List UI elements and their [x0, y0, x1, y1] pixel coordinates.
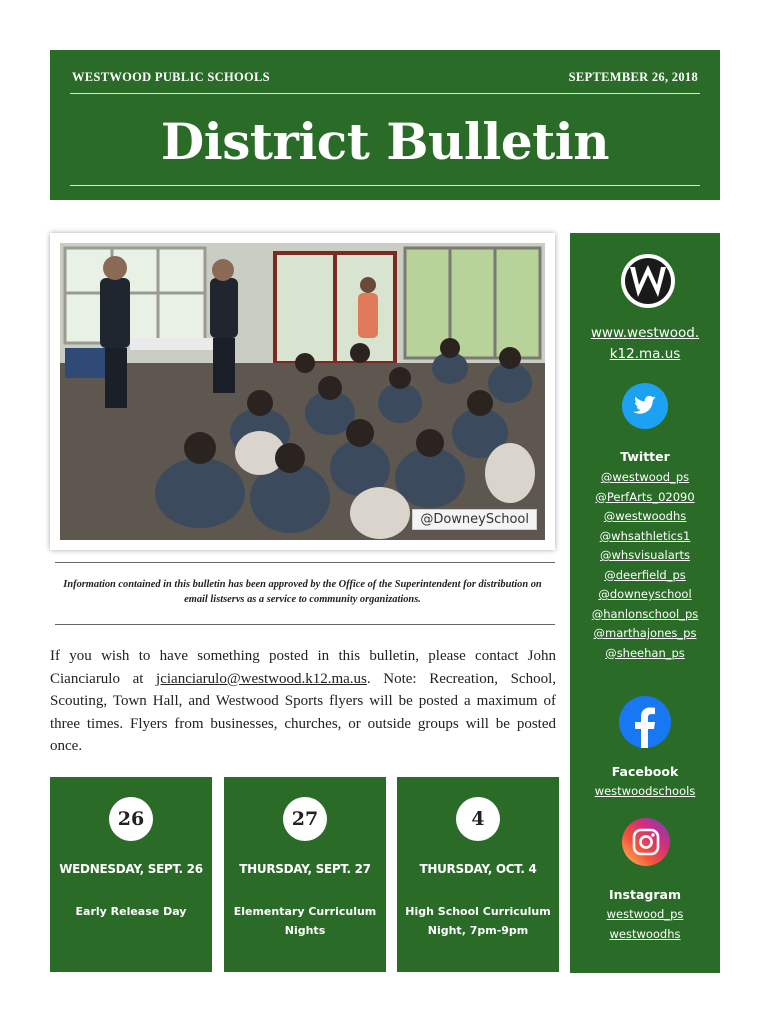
- event-description-line: Nights: [284, 924, 326, 937]
- facebook-icon[interactable]: [619, 696, 671, 748]
- masthead-rule-top: [70, 93, 700, 94]
- divider-bottom: [55, 624, 555, 625]
- event-day-badge: 26: [109, 797, 153, 841]
- bulletin-date: SEPTEMBER 26, 2018: [568, 70, 698, 84]
- event-description: [405, 902, 551, 940]
- facebook-title: Facebook: [611, 764, 679, 779]
- instagram-handle-link[interactable]: westwood_ps: [606, 907, 684, 921]
- instagram-handle-link[interactable]: westwoodhs: [609, 926, 681, 941]
- event-description-line: Early Release Day: [75, 905, 187, 918]
- district-website-link[interactable]: [570, 323, 720, 365]
- event-date: THURSDAY, SEPT. 27: [239, 862, 371, 876]
- event-card: [397, 777, 559, 972]
- twitter-handle-link[interactable]: @whsathletics1: [599, 528, 691, 543]
- twitter-handles: [570, 468, 720, 663]
- divider-top: [55, 562, 555, 563]
- event-day-badge: 27: [283, 797, 327, 841]
- twitter-handle-link[interactable]: @downeyschool: [598, 587, 692, 601]
- facebook-handles: [570, 782, 720, 802]
- event-description-line: Elementary Curriculum: [233, 905, 377, 918]
- website-line-2: k12.ma.us: [609, 346, 681, 362]
- instagram-title: Instagram: [609, 887, 681, 902]
- twitter-title: Twitter: [620, 449, 670, 464]
- event-day-badge: 4: [456, 797, 500, 841]
- bulletin-title: District Bulletin: [160, 112, 610, 171]
- website-line-1: www.westwood.: [590, 325, 700, 341]
- twitter-handle-link[interactable]: @westwood_ps: [600, 470, 690, 484]
- twitter-handle-link[interactable]: @deerfield_ps: [604, 567, 686, 582]
- disclaimer: Information contained in this bulletin has been approved by the Office of the Superintendent for distribution on email listservs as a service to community organizations.: [63, 579, 542, 605]
- twitter-handle-link[interactable]: @PerfArts_02090: [595, 489, 695, 504]
- instagram-handles: [570, 905, 720, 944]
- event-description: [58, 902, 204, 921]
- masthead-top-line: [72, 70, 698, 85]
- twitter-icon[interactable]: [622, 383, 668, 429]
- twitter-handle-link[interactable]: @hanlonschool_ps: [591, 606, 699, 621]
- photo-credit: @DowneySchool: [412, 509, 537, 530]
- posting-instructions: [50, 645, 556, 758]
- posting-text-end: . Note: Recreation, School, Scouting, Town Hall, and Westwood Sports flyers will be posted a maximum of three times. Flyers from businesses, churches, or outside groups will be posted once.: [50, 670, 556, 754]
- westwood-logo-icon: [620, 253, 676, 309]
- event-card: [224, 777, 386, 972]
- twitter-handle-link[interactable]: @westwoodhs: [603, 509, 687, 523]
- posting-text-start: If you wish to have something posted in this bulletin, please contact John Cianciarulo at: [50, 648, 556, 687]
- event-description-line: Night, 7pm-9pm: [427, 924, 529, 937]
- twitter-handle-link[interactable]: @whsvisualarts: [600, 548, 690, 562]
- featured-photo: [60, 243, 545, 540]
- twitter-handle-link[interactable]: @sheehan_ps: [605, 645, 685, 660]
- masthead-rule-bottom: [70, 185, 700, 186]
- event-date: THURSDAY, OCT. 4: [419, 862, 537, 876]
- sidebar: [570, 233, 720, 973]
- instagram-icon[interactable]: [622, 818, 670, 866]
- event-description-line: High School Curriculum: [405, 905, 551, 918]
- featured-photo-frame: [50, 233, 555, 550]
- event-description: [232, 902, 378, 940]
- event-card: [50, 777, 212, 972]
- event-date: WEDNESDAY, SEPT. 26: [59, 862, 203, 876]
- district-name: WESTWOOD PUBLIC SCHOOLS: [72, 70, 270, 84]
- facebook-handle-link[interactable]: westwoodschools: [594, 784, 696, 798]
- classroom-photo-illustration: [60, 243, 545, 540]
- masthead: [50, 50, 720, 200]
- contact-email-link[interactable]: jcianciarulo@westwood.k12.ma.us: [156, 670, 367, 687]
- twitter-handle-link[interactable]: @marthajones_ps: [593, 626, 697, 640]
